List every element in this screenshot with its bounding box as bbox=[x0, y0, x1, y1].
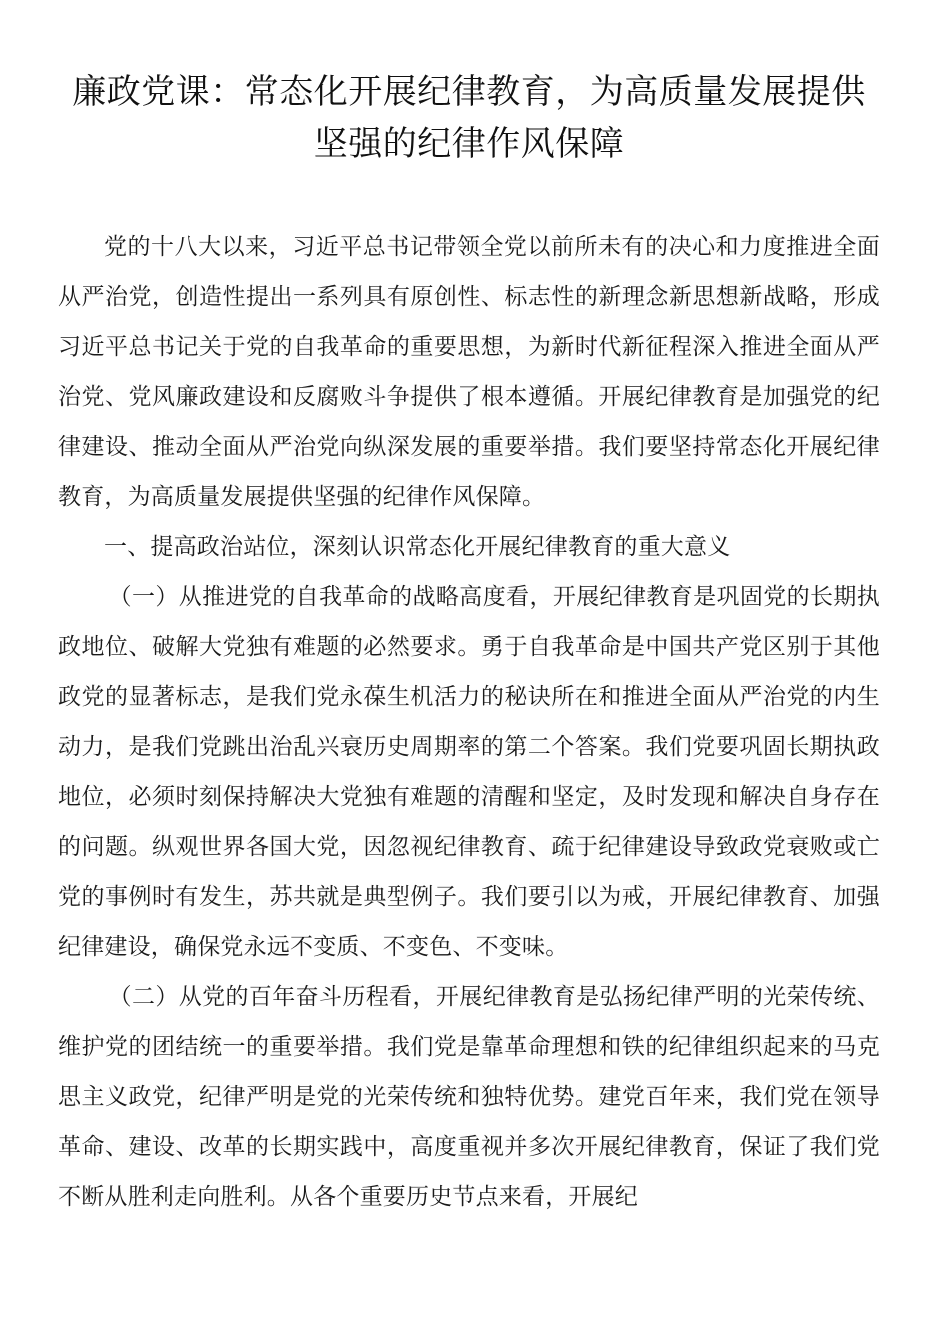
title-line-2: 坚强的纪律作风保障 bbox=[313, 124, 625, 164]
section-heading: 一、提高政治站位，深刻认识常态化开展纪律教育的重大意义 bbox=[104, 534, 731, 560]
subsection-paragraph: （一）从推进党的自我革命的战略高度看，开展纪律教育是巩固党的长期执政地位、破解大党独有难题的必然要求。勇于自我革命是中国共产党区别于其他政党的显著标志，是我们党永葆生机活力的秘诀所在和推进全面从严治党的内生动力，是我们党跳出治乱兴衰历史周期率的第二个答案。我们党要巩固长期执政地位，必须时刻保持解决大党独有难题的清醒和坚定，及时发现和解决自身存在的问题。纵观世界各国大党，因忽视纪律教育、疏于纪律建设导致政党衰败或亡党的事例时有发生，苏共就是典型例子。我们要引以为戒，开展纪律教育、加强纪律建设，确保党永远不变质、不变色、不变味。 bbox=[58, 584, 880, 960]
subsection-paragraph: （二）从党的百年奋斗历程看，开展纪律教育是弘扬纪律严明的光荣传统、维护党的团结统一的重要举措。我们党是靠革命理想和铁的纪律组织起来的马克思主义政党，纪律严明是党的光荣传统和独特优势。建党百年来，我们党在领导革命、建设、改革的长期实践中，高度重视并多次开展纪律教育，保证了我们党不断从胜利走向胜利。从各个重要历史节点来看，开展纪 bbox=[58, 984, 880, 1210]
title-line-1: 廉政党课：常态化开展纪律教育，为高质量发展提供 bbox=[72, 72, 866, 112]
intro-paragraph: 党的十八大以来，习近平总书记带领全党以前所未有的决心和力度推进全面从严治党，创造性提出一系列具有原创性、标志性的新理念新思想新战略，形成习近平总书记关于党的自我革命的重要思想，为新时代新征程深入推进全面从严治党、党风廉政建设和反腐败斗争提供了根本遵循。开展纪律教育是加强党的纪律建设、推动全面从严治党向纵深发展的重要举措。我们要坚持常态化开展纪律教育，为高质量发展提供坚强的纪律作风保障。 bbox=[58, 234, 880, 510]
document-title bbox=[58, 66, 880, 170]
